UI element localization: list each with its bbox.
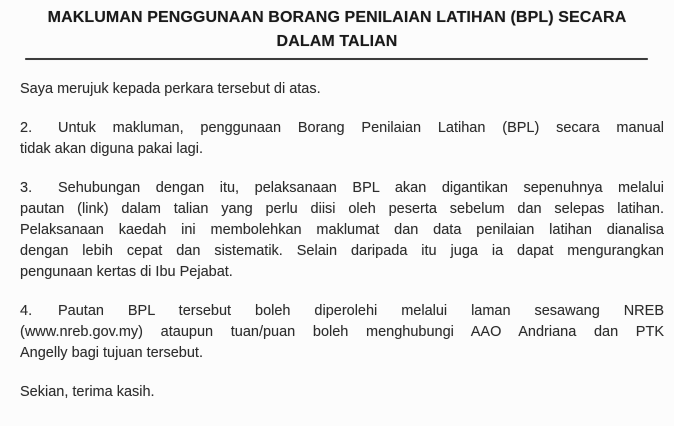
paragraph-4 bbox=[20, 301, 664, 364]
paragraph-3-line-3: Pelaksanaan kaedah ini membolehkan maklumat dan data penilaian latihan dianalisa bbox=[20, 222, 664, 238]
paragraph-3-line-1: Sehubungan dengan itu, pelaksanaan BPL akan digantikan sepenuhnya melalui bbox=[58, 180, 664, 196]
paragraph-3-number: 3. bbox=[20, 180, 33, 196]
document-title bbox=[0, 6, 674, 54]
title-line-1: MAKLUMAN PENGGUNAAN BORANG PENILAIAN LATIHAN (BPL) SECARA bbox=[47, 9, 627, 26]
paragraph-2-line-1: Untuk makluman, penggunaan Borang Penilaian Latihan (BPL) secara manual bbox=[58, 120, 664, 136]
paragraph-4-line-3: Angelly bagi tujuan tersebut. bbox=[20, 345, 203, 361]
paragraph-4-number: 4. bbox=[20, 303, 33, 319]
paragraph-2-number: 2. bbox=[20, 120, 33, 136]
paragraph-intro bbox=[20, 79, 664, 100]
document-body bbox=[20, 79, 664, 403]
paragraph-3-line-4: dengan lebih cepat dan sistematik. Selain daripada itu juga ia dapat mengurangkan bbox=[20, 243, 664, 259]
paragraph-2-line-2: tidak akan diguna pakai lagi. bbox=[20, 141, 203, 157]
paragraph-3-line-5: pengunaan kertas di Ibu Pejabat. bbox=[20, 264, 233, 280]
paragraph-4-line-2: (www.nreb.gov.my) ataupun tuan/puan boleh menghubungi AAO Andriana dan PTK bbox=[20, 324, 664, 340]
paragraph-2 bbox=[20, 118, 664, 160]
closing-paragraph bbox=[20, 382, 664, 403]
document-header bbox=[0, 0, 674, 60]
paragraph-4-line-1: Pautan BPL tersebut boleh diperolehi melalui laman sesawang NREB bbox=[58, 303, 664, 319]
title-line-2: DALAM TALIAN bbox=[276, 33, 398, 50]
paragraph-intro-line-1: Saya merujuk kepada perkara tersebut di atas. bbox=[20, 81, 321, 97]
title-underline bbox=[25, 58, 648, 60]
paragraph-3-line-2: pautan (link) dalam talian yang perlu diisi oleh peserta sebelum dan selepas latihan. bbox=[20, 201, 664, 217]
closing-line: Sekian, terima kasih. bbox=[20, 384, 155, 400]
paragraph-3 bbox=[20, 178, 664, 283]
